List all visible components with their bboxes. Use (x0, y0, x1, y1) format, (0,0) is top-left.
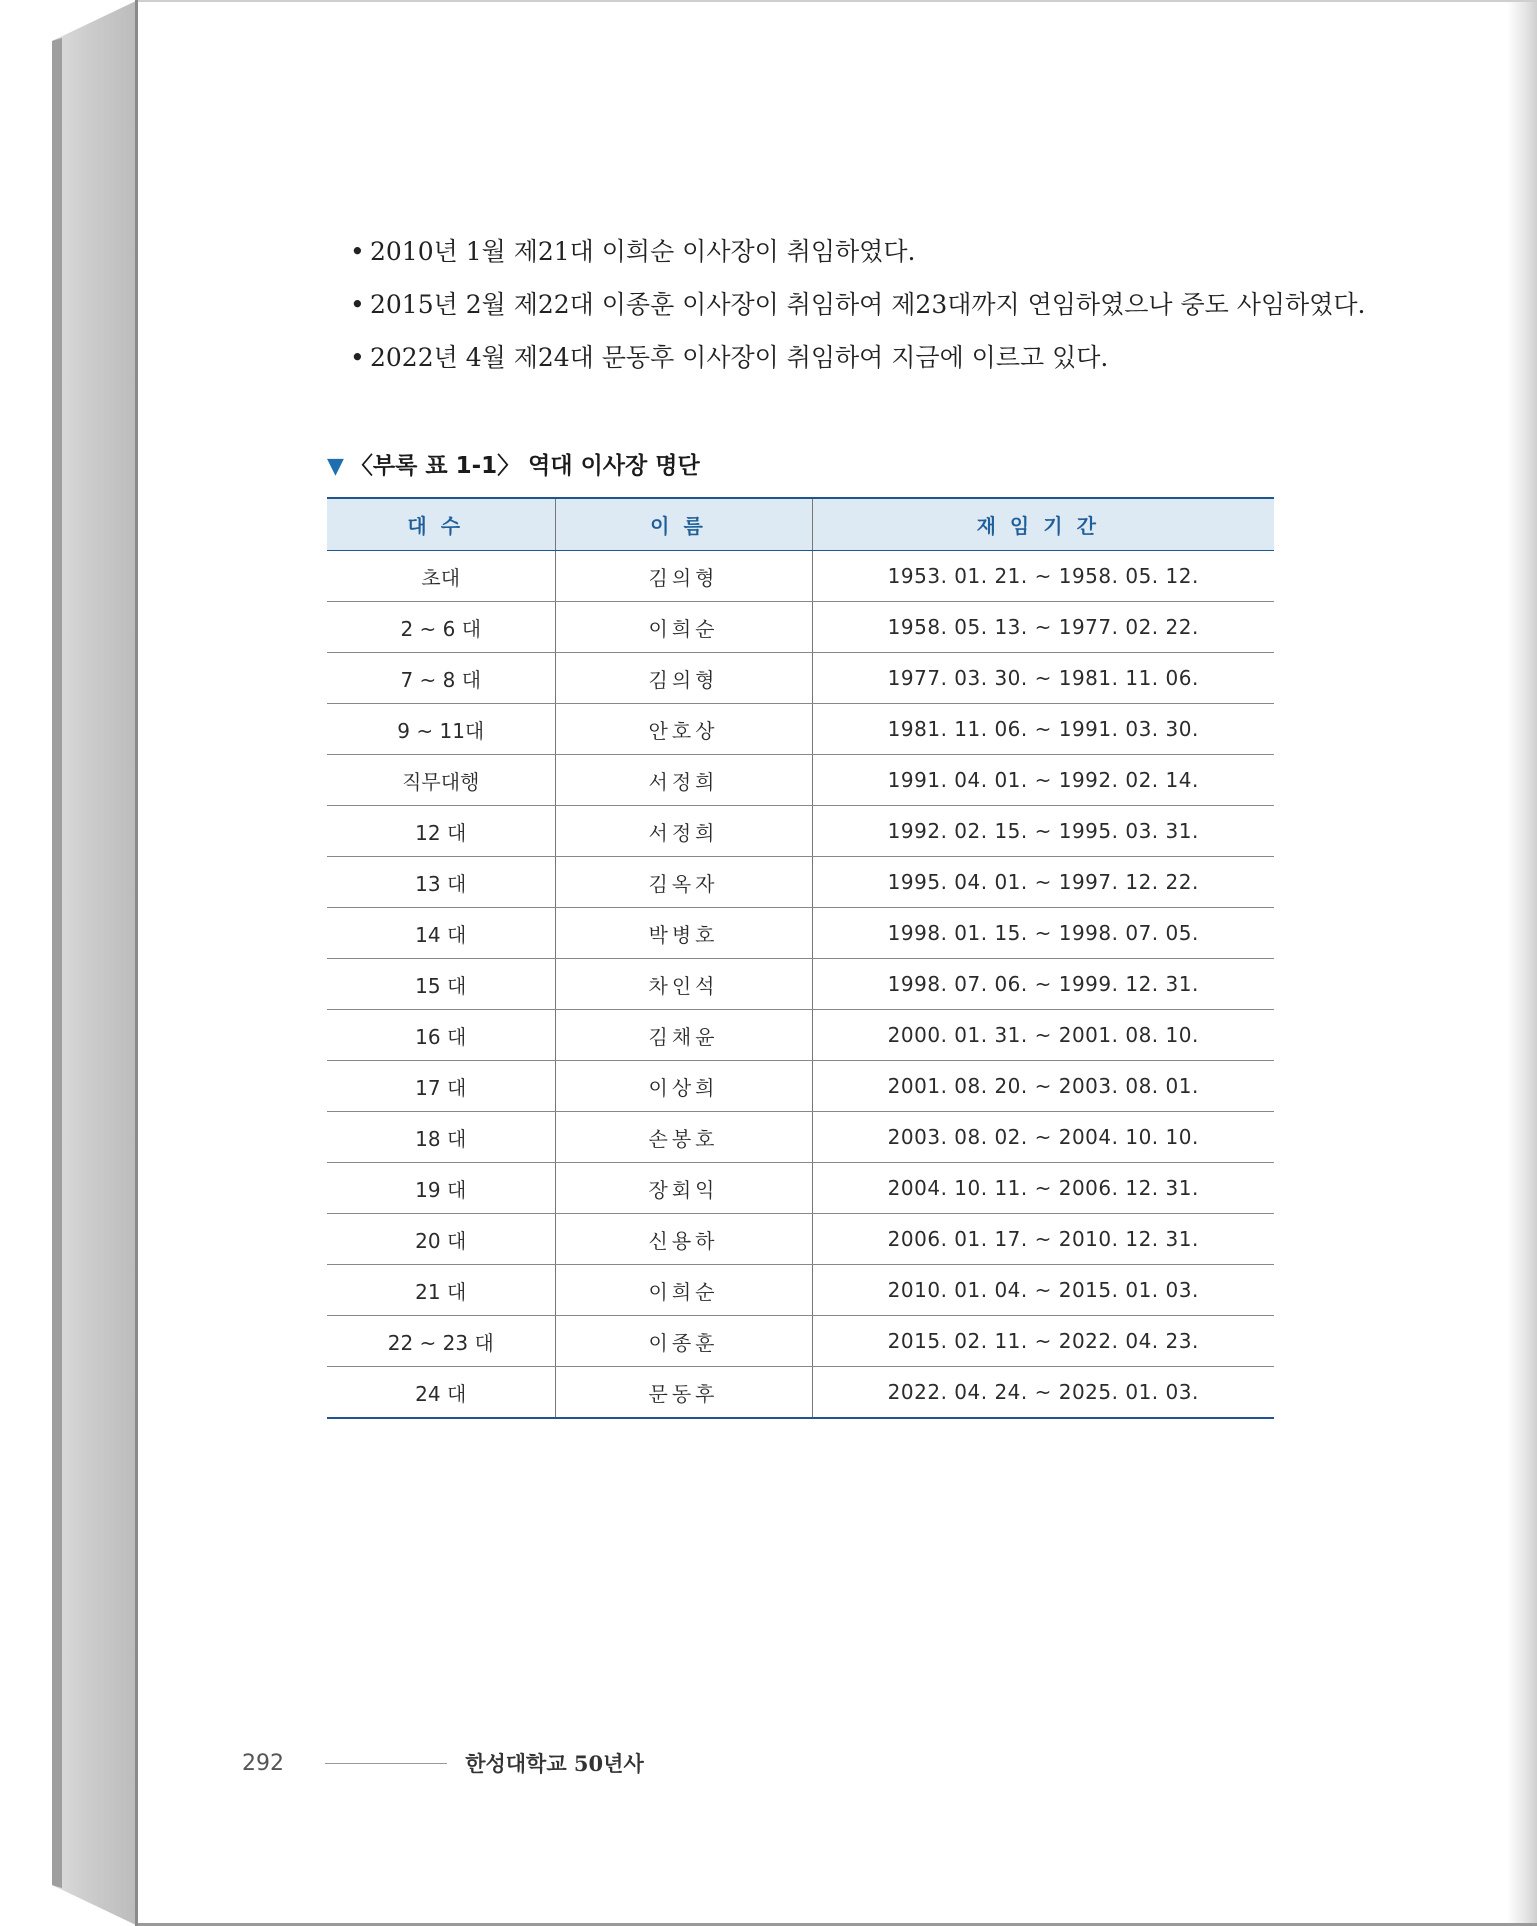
table-row (327, 653, 1274, 704)
book-spine-edge (52, 0, 62, 1926)
cell-name: 서정희 (555, 806, 812, 857)
cell-name: 이희순 (555, 1265, 812, 1316)
table-row (327, 1010, 1274, 1061)
cell-term: 16 대 (327, 1010, 555, 1061)
cell-period: 2003. 08. 02. ~ 2004. 10. 10. (812, 1112, 1274, 1163)
table-row (327, 1367, 1274, 1419)
header-name: 이름 (555, 498, 812, 551)
table-row (327, 704, 1274, 755)
triangle-down-icon: ▼ (327, 454, 344, 479)
cell-term: 2 ~ 6 대 (327, 602, 555, 653)
header-term: 대수 (327, 498, 555, 551)
page-right-shadow (1507, 0, 1537, 1926)
cell-name: 김의형 (555, 551, 812, 602)
bullet-text: 2022년 4월 제24대 문동후 이사장이 취임하여 지금에 이르고 있다. (370, 343, 1109, 372)
table-row (327, 1214, 1274, 1265)
table-row (327, 1316, 1274, 1367)
table-row (327, 1112, 1274, 1163)
cell-name: 서정희 (555, 755, 812, 806)
cell-period: 2004. 10. 11. ~ 2006. 12. 31. (812, 1163, 1274, 1214)
cell-period: 1981. 11. 06. ~ 1991. 03. 30. (812, 704, 1274, 755)
cell-term: 24 대 (327, 1367, 555, 1419)
book-spine (52, 0, 138, 1926)
cell-term: 22 ~ 23 대 (327, 1316, 555, 1367)
cell-name: 김옥자 (555, 857, 812, 908)
cell-period: 2006. 01. 17. ~ 2010. 12. 31. (812, 1214, 1274, 1265)
cell-period: 1995. 04. 01. ~ 1997. 12. 22. (812, 857, 1274, 908)
cell-name: 이종훈 (555, 1316, 812, 1367)
table-body (327, 551, 1274, 1419)
cell-name: 이상희 (555, 1061, 812, 1112)
cell-term: 직무대행 (327, 755, 555, 806)
cell-term: 7 ~ 8 대 (327, 653, 555, 704)
header-period: 재임기간 (812, 498, 1274, 551)
cell-period: 1991. 04. 01. ~ 1992. 02. 14. (812, 755, 1274, 806)
table-row (327, 959, 1274, 1010)
cell-term: 14 대 (327, 908, 555, 959)
cell-term: 20 대 (327, 1214, 555, 1265)
bullet-item (350, 230, 1350, 283)
table-row (327, 1265, 1274, 1316)
page-footer (242, 1748, 644, 1778)
cell-name: 장회익 (555, 1163, 812, 1214)
cell-name: 차인석 (555, 959, 812, 1010)
cell-term: 21 대 (327, 1265, 555, 1316)
page-number: 292 (242, 1750, 284, 1776)
cell-name: 김채윤 (555, 1010, 812, 1061)
cell-name: 김의형 (555, 653, 812, 704)
cell-term: 15 대 (327, 959, 555, 1010)
table-title (327, 447, 700, 480)
bullet-dot-icon: • (350, 290, 365, 319)
cell-name: 이희순 (555, 602, 812, 653)
bullet-dot-icon: • (350, 343, 365, 372)
page-binding-line (135, 0, 138, 1926)
table-row (327, 551, 1274, 602)
cell-period: 2000. 01. 31. ~ 2001. 08. 10. (812, 1010, 1274, 1061)
cell-period: 1992. 02. 15. ~ 1995. 03. 31. (812, 806, 1274, 857)
cell-term: 17 대 (327, 1061, 555, 1112)
table-row (327, 806, 1274, 857)
table-row (327, 755, 1274, 806)
bullet-item (350, 336, 1350, 389)
table-row (327, 602, 1274, 653)
cell-period: 1958. 05. 13. ~ 1977. 02. 22. (812, 602, 1274, 653)
cell-period: 1953. 01. 21. ~ 1958. 05. 12. (812, 551, 1274, 602)
cell-period: 2001. 08. 20. ~ 2003. 08. 01. (812, 1061, 1274, 1112)
table-row (327, 857, 1274, 908)
cell-name: 안호상 (555, 704, 812, 755)
cell-name: 문동후 (555, 1367, 812, 1419)
cell-term: 12 대 (327, 806, 555, 857)
table-title-text: 〈부록 표 1-1〉 역대 이사장 명단 (349, 453, 700, 479)
cell-term: 18 대 (327, 1112, 555, 1163)
cell-name: 손봉호 (555, 1112, 812, 1163)
bullet-text: 2010년 1월 제21대 이희순 이사장이 취임하였다. (370, 237, 916, 266)
bullet-item (350, 283, 1366, 336)
cell-name: 박병호 (555, 908, 812, 959)
cell-period: 2010. 01. 04. ~ 2015. 01. 03. (812, 1265, 1274, 1316)
bullet-text: 2015년 2월 제22대 이종훈 이사장이 취임하여 제23대까지 연임하였으나 중도 사임하였다. (370, 290, 1366, 319)
cell-period: 1998. 01. 15. ~ 1998. 07. 05. (812, 908, 1274, 959)
cell-period: 2022. 04. 24. ~ 2025. 01. 03. (812, 1367, 1274, 1419)
cell-term: 13 대 (327, 857, 555, 908)
cell-period: 1977. 03. 30. ~ 1981. 11. 06. (812, 653, 1274, 704)
bullet-list (350, 230, 1366, 389)
table-row (327, 1163, 1274, 1214)
page-top-edge (138, 0, 1537, 2)
cell-term: 9 ~ 11대 (327, 704, 555, 755)
table-header-row (327, 498, 1274, 551)
book-title: 한성대학교 50년사 (465, 1751, 644, 1776)
table-row (327, 1061, 1274, 1112)
footer-rule (325, 1763, 447, 1764)
chairman-roster-table (327, 497, 1274, 1419)
cell-period: 2015. 02. 11. ~ 2022. 04. 23. (812, 1316, 1274, 1367)
cell-term: 초대 (327, 551, 555, 602)
table-row (327, 908, 1274, 959)
cell-name: 신용하 (555, 1214, 812, 1265)
bullet-dot-icon: • (350, 237, 365, 266)
cell-term: 19 대 (327, 1163, 555, 1214)
cell-period: 1998. 07. 06. ~ 1999. 12. 31. (812, 959, 1274, 1010)
